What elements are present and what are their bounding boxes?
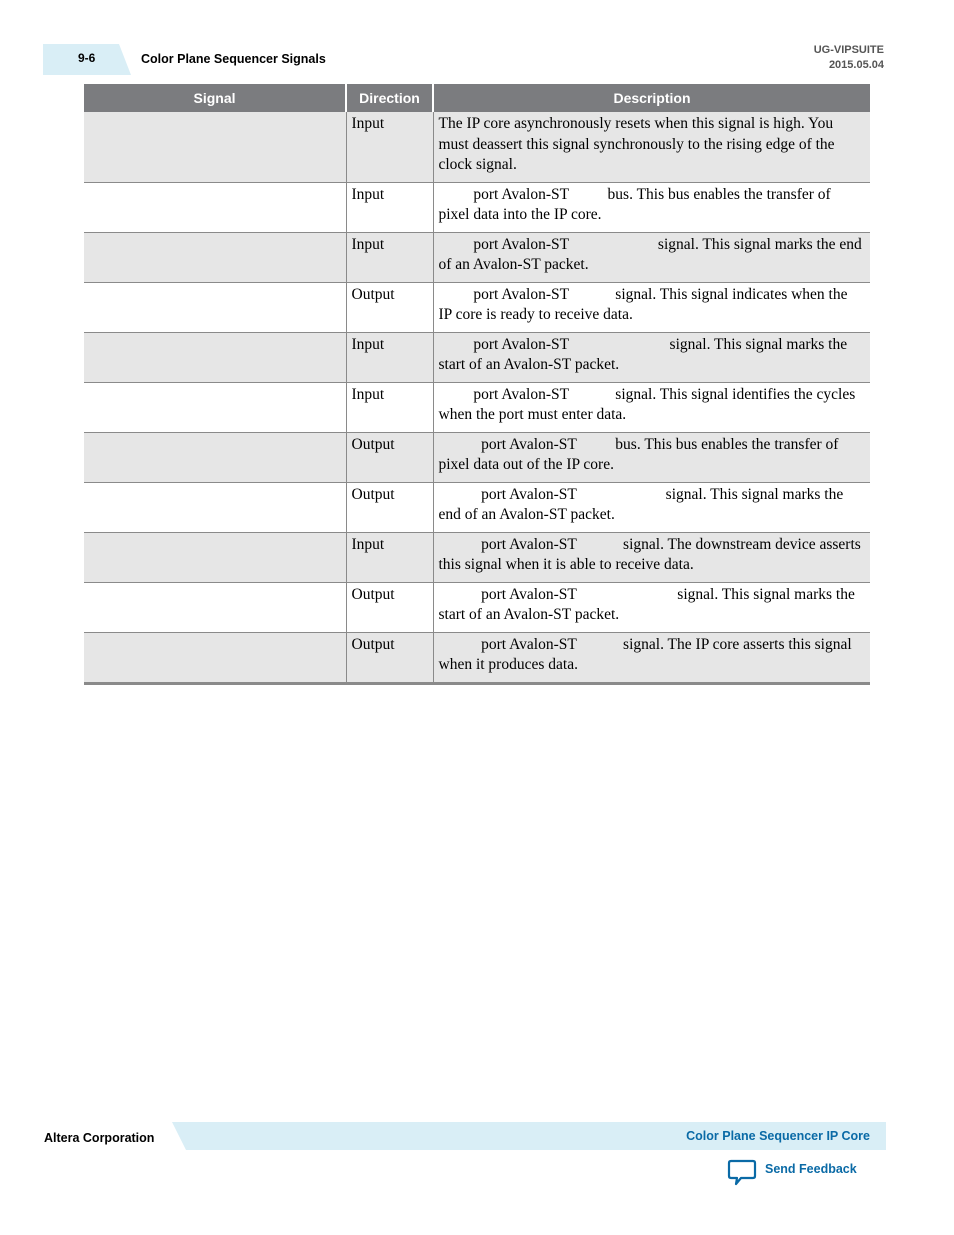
column-header-description: Description <box>433 84 870 112</box>
signal-cell <box>84 482 346 532</box>
table-row <box>84 332 870 382</box>
table-row <box>84 632 870 683</box>
description-cell: port Avalon-ST bus. This bus enables the transfer of pixel data out of the IP core. <box>433 432 870 482</box>
signal-cell <box>84 382 346 432</box>
table-row <box>84 582 870 632</box>
speech-bubble-icon[interactable] <box>727 1159 757 1187</box>
signal-cell <box>84 632 346 683</box>
description-cell: port Avalon-ST signal. The downstream device asserts this signal when it is able to receive data. <box>433 532 870 582</box>
column-header-signal: Signal <box>84 84 346 112</box>
direction-cell: Output <box>346 432 433 482</box>
column-header-direction: Direction <box>346 84 433 112</box>
description-cell: port Avalon-ST signal. This signal identifies the cycles when the port must enter data. <box>433 382 870 432</box>
table-header-row <box>84 84 870 112</box>
description-cell: The IP core asynchronously resets when this signal is high. You must deassert this signal synchronously to the rising edge of the clock signal. <box>433 112 870 182</box>
description-cell: port Avalon-ST bus. This bus enables the transfer of pixel data into the IP core. <box>433 182 870 232</box>
table-row <box>84 382 870 432</box>
direction-cell: Input <box>346 382 433 432</box>
company-name: Altera Corporation <box>44 1131 155 1145</box>
description-cell: port Avalon-ST signal. This signal marks the start of an Avalon-ST packet. <box>433 332 870 382</box>
table-row <box>84 532 870 582</box>
signal-cell <box>84 582 346 632</box>
description-cell: port Avalon-ST signal. This signal marks the start of an Avalon-ST packet. <box>433 582 870 632</box>
signal-cell <box>84 532 346 582</box>
description-cell: port Avalon-ST signal. This signal marks the end of an Avalon-ST packet. <box>433 482 870 532</box>
document-date: 2015.05.04 <box>828 59 884 71</box>
direction-cell: Input <box>346 232 433 282</box>
description-cell: port Avalon-ST signal. This signal indicates when the IP core is ready to receive data. <box>433 282 870 332</box>
direction-cell: Input <box>346 112 433 182</box>
table-row <box>84 232 870 282</box>
signal-cell <box>84 232 346 282</box>
document-id-block <box>814 43 884 73</box>
direction-cell: Output <box>346 282 433 332</box>
signal-cell <box>84 282 346 332</box>
signal-cell <box>84 332 346 382</box>
table-row <box>84 482 870 532</box>
direction-cell: Output <box>346 482 433 532</box>
page-number: 9-6 <box>78 51 96 65</box>
send-feedback-link[interactable]: Send Feedback <box>765 1162 857 1176</box>
direction-cell: Output <box>346 582 433 632</box>
signal-cell <box>84 182 346 232</box>
document-id: UG-VIPSUITE <box>813 44 884 56</box>
direction-cell: Input <box>346 532 433 582</box>
description-cell: port Avalon-ST signal. This signal marks the end of an Avalon-ST packet. <box>433 232 870 282</box>
signal-cell <box>84 112 346 182</box>
direction-cell: Output <box>346 632 433 683</box>
table-row <box>84 282 870 332</box>
signals-table <box>84 84 870 685</box>
direction-cell: Input <box>346 332 433 382</box>
direction-cell: Input <box>346 182 433 232</box>
footer-doc-title[interactable]: Color Plane Sequencer IP Core <box>686 1129 870 1143</box>
table-row <box>84 112 870 182</box>
description-cell: port Avalon-ST signal. The IP core asserts this signal when it produces data. <box>433 632 870 683</box>
signal-cell <box>84 432 346 482</box>
table-row <box>84 182 870 232</box>
section-title: Color Plane Sequencer Signals <box>141 52 326 66</box>
table-row <box>84 432 870 482</box>
